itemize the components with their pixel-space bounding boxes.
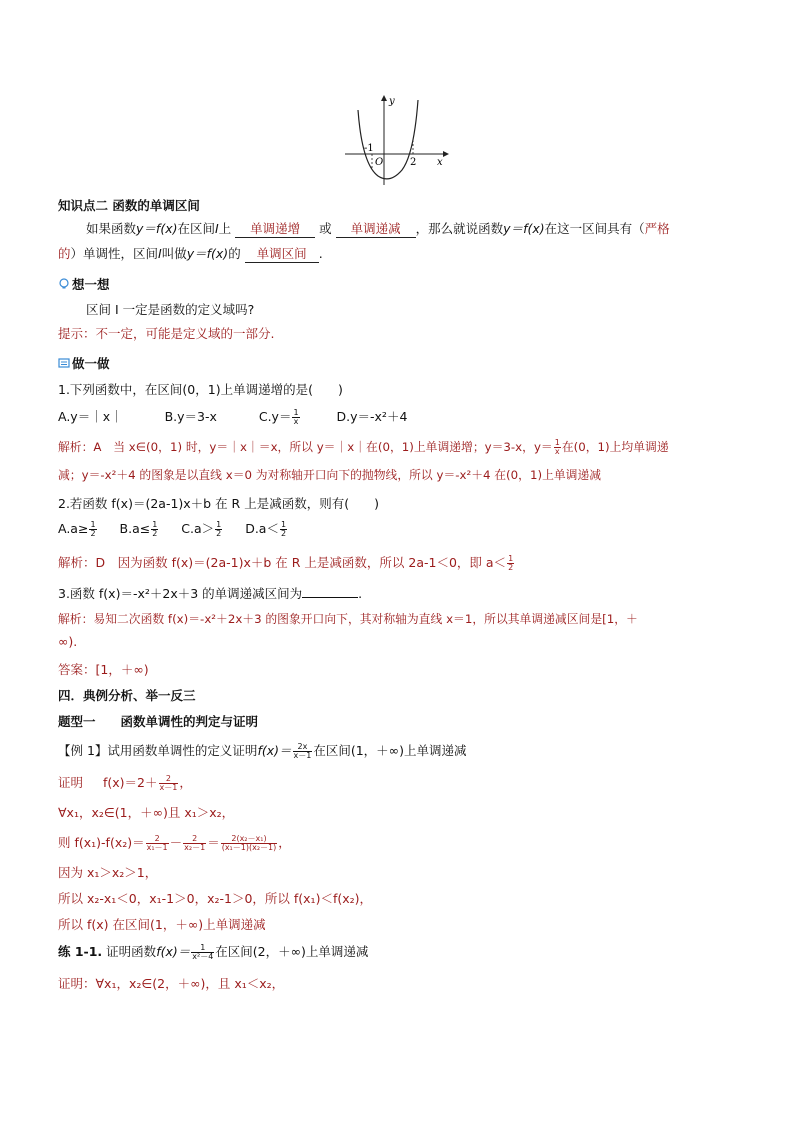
fraction	[191, 944, 214, 961]
numerator: 1	[90, 520, 96, 529]
fraction	[507, 555, 514, 572]
pencil-icon	[58, 357, 70, 369]
example-1	[58, 741, 466, 760]
text: 做一做	[72, 356, 110, 371]
text: ，那么就说函数	[415, 221, 504, 236]
option-a	[58, 521, 98, 536]
text: ，	[278, 835, 291, 850]
text: 在区间(1，＋∞)上单调递减	[313, 743, 467, 758]
numerator: 2	[183, 835, 206, 844]
text: 在(0，1)上均单调递	[561, 440, 669, 454]
denominator: x	[293, 417, 299, 426]
fraction	[280, 521, 287, 538]
proof-line3	[58, 833, 291, 852]
proof-line6: 所以 f(x) 在区间(1，＋∞)上单调递减	[58, 917, 266, 932]
text: .	[318, 246, 323, 261]
text: 在区间(2，＋∞)上单调递减	[215, 944, 369, 959]
fill-blank-decreasing: 单调递减	[336, 219, 416, 238]
text: 严格	[644, 221, 670, 236]
fraction	[151, 521, 158, 538]
text: 在这一区间具有（	[544, 221, 645, 236]
kp2-paragraph-line2	[58, 244, 323, 263]
option-c	[181, 521, 223, 536]
text: －	[169, 835, 183, 850]
question-2-solution	[58, 553, 515, 572]
practice-heading	[58, 354, 110, 372]
fraction	[159, 775, 179, 792]
denominator: x	[554, 447, 560, 456]
text: 上	[218, 221, 232, 236]
text: 如果函数	[86, 221, 137, 236]
numerator: 1	[554, 438, 560, 447]
fraction	[146, 835, 169, 852]
exercise-1-1	[58, 942, 368, 961]
think-hint: 提示：不一定，可能是定义域的一部分.	[58, 326, 275, 341]
text: 解析：A 当 x∈(0，1) 时，y＝｜x｜＝x，所以 y＝｜x｜在(0，1)上单调递增；y＝3-x，y＝	[58, 440, 553, 454]
numerator: 2x	[293, 743, 313, 752]
option-d: D.y＝-x²＋4	[336, 409, 408, 424]
y-axis-arrow	[381, 95, 387, 101]
type-1-heading: 题型一 函数单调性的判定与证明	[58, 714, 259, 729]
text: 3.函数 f(x)＝-x²＋2x＋3 的单调递减区间为	[58, 586, 303, 601]
text: y＝f(x)	[136, 221, 178, 236]
question-3	[58, 584, 362, 602]
denominator: 2	[152, 529, 158, 538]
denominator: 2	[280, 529, 287, 538]
question-3-answer: 答案：[1，＋∞)	[58, 662, 149, 677]
proof-line5: 所以 x₂-x₁＜0，x₁-1＞0，x₂-1＞0，所以 f(x₁)＜f(x₂)，	[58, 891, 373, 906]
text: 的	[228, 246, 241, 261]
fraction	[554, 439, 561, 456]
text: 在区间	[177, 221, 215, 236]
numerator: 2	[159, 775, 179, 784]
denominator: x₂－1	[184, 843, 206, 852]
question-3-solution-line1: 解析：易知二次函数 f(x)＝-x²＋2x＋3 的图象开口向下，其对称轴为直线 x＝1，所以其单调递减区间是[1，＋	[58, 612, 638, 626]
option-b	[120, 521, 160, 536]
numerator: 1	[216, 520, 222, 529]
text: 想一想	[72, 277, 110, 292]
numerator: 2	[146, 835, 169, 844]
numerator: 1	[152, 520, 158, 529]
text: 的	[58, 246, 71, 261]
section-4-heading: 四．典例分析、举一反三	[58, 688, 196, 703]
question-2: 2.若函数 f(x)＝(2a-1)x＋b 在 R 上是减函数，则有( )	[58, 496, 379, 511]
lightbulb-icon	[58, 278, 70, 290]
proof-line4: 因为 x₁＞x₂＞1，	[58, 865, 158, 880]
fraction	[183, 835, 206, 852]
question-1: 1.下列函数中，在区间(0，1)上单调递增的是( )	[58, 382, 343, 397]
fill-blank-monotonic-interval: 单调区间	[245, 244, 319, 263]
text: f(x)＝	[156, 944, 191, 959]
text: .	[358, 586, 363, 601]
text: y＝f(x)	[186, 246, 229, 261]
text: 解析：D 因为函数 f(x)＝(2a-1)x＋b 在 R 上是减函数，所以 2a-1＜0，即 a＜	[58, 555, 507, 570]
text: f(x)＝2＋	[102, 775, 158, 790]
fraction	[293, 743, 313, 760]
denominator: 2	[216, 529, 222, 538]
denominator: x₁－1	[146, 843, 168, 852]
text: ）单调性，区间	[70, 246, 159, 261]
think-heading	[58, 275, 110, 293]
x-axis-arrow	[443, 151, 449, 157]
proof-label: 证明	[58, 775, 84, 790]
fraction	[221, 835, 278, 852]
option-c	[259, 409, 301, 424]
option-d	[245, 521, 288, 536]
numerator: 2(x₂－x₁)	[221, 835, 278, 844]
answer-blank	[302, 585, 358, 598]
text: 则 f(x₁)-f(x₂)＝	[58, 835, 145, 850]
question-1-solution-line2: 减；y＝-x²＋4 的图象是以直线 x＝0 为对称轴开口向下的抛物线，所以 y＝-x²＋4 在(0，1)上单调递减	[58, 468, 602, 482]
text: 或	[319, 221, 332, 236]
numerator: 1	[293, 408, 299, 417]
fraction	[215, 521, 222, 538]
question-3-solution-line2: ∞).	[58, 634, 78, 649]
denominator: x－1	[159, 783, 178, 792]
parabola-graph	[340, 92, 455, 188]
text: y＝f(x)	[503, 221, 545, 236]
text: 叫做	[161, 246, 187, 261]
question-1-solution-line1	[58, 438, 669, 456]
denominator: x－1	[293, 751, 312, 760]
text: D.a＜	[245, 521, 279, 536]
text: 【例 1】试用函数单调性的定义证明	[58, 743, 258, 758]
text: f(x)＝	[257, 743, 292, 758]
text: I	[214, 221, 219, 236]
exercise-1-1-proof: 证明：∀x₁，x₂∈(2，＋∞)，且 x₁＜x₂，	[58, 976, 285, 991]
exercise-label: 练 1-1.	[58, 944, 103, 959]
think-question: 区间 I 一定是函数的定义域吗?	[86, 302, 255, 317]
section-heading-monotonic-interval: 知识点二 函数的单调区间	[58, 198, 200, 213]
text: C.y＝	[258, 409, 292, 424]
denominator: 2	[90, 529, 96, 538]
fraction	[292, 409, 299, 426]
text: C.a＞	[181, 521, 215, 536]
kp2-paragraph-line1	[86, 219, 670, 238]
fill-blank-increasing: 单调递增	[235, 219, 315, 238]
denominator: (x₁－1)(x₂－1)	[221, 843, 277, 852]
proof-line1	[58, 773, 192, 792]
tick-label-two: 2	[410, 157, 417, 168]
numerator: 1	[280, 520, 287, 529]
origin-label: O	[375, 157, 384, 168]
text: B.a≤	[119, 521, 151, 536]
text: ＝	[207, 835, 220, 850]
denominator: 2	[508, 563, 514, 572]
parabola-curve	[358, 100, 418, 179]
x-axis-label: x	[437, 157, 443, 168]
option-a: A.y＝｜x｜	[58, 409, 123, 424]
numerator: 1	[191, 944, 214, 953]
text: ，	[179, 775, 192, 790]
text: A.a≥	[58, 521, 89, 536]
text: I	[158, 246, 162, 261]
y-axis-label: y	[389, 96, 395, 107]
question-2-options	[58, 519, 288, 538]
proof-line2: ∀x₁，x₂∈(1，＋∞)且 x₁＞x₂，	[58, 805, 235, 820]
denominator: x²－4	[192, 952, 214, 961]
fraction	[89, 521, 96, 538]
question-1-options	[58, 407, 407, 426]
tick-label-minus-one: -1	[364, 143, 374, 154]
numerator: 1	[508, 554, 514, 563]
text: 证明函数	[106, 944, 157, 959]
option-b: B.y＝3-x	[164, 409, 217, 424]
